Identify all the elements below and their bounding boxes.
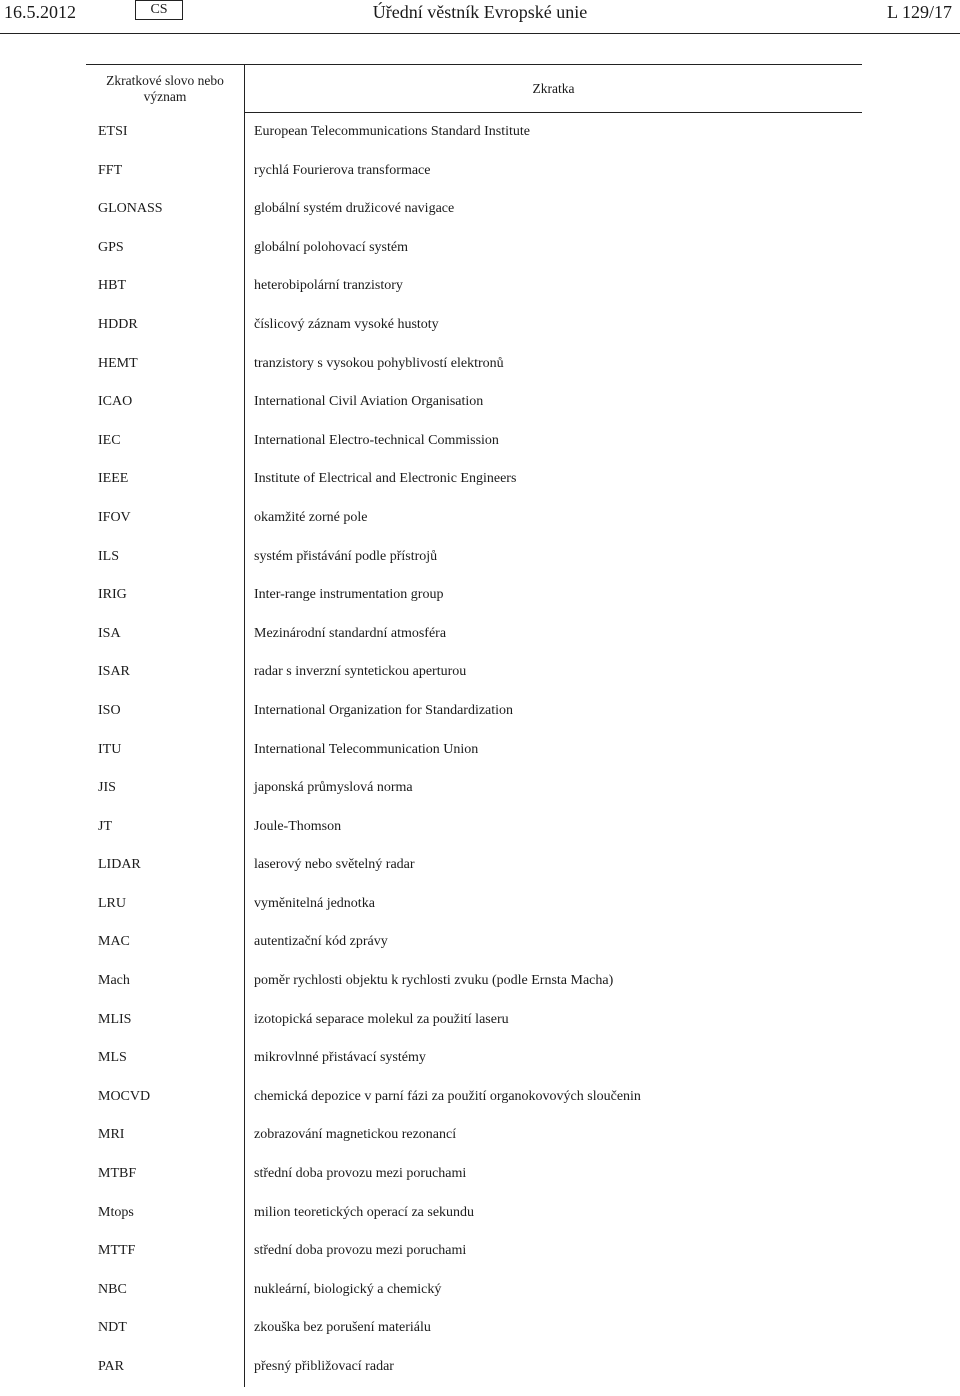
meaning-cell: systém přistávání podle přístrojů bbox=[254, 548, 438, 564]
abbreviation-cell: ISAR bbox=[98, 664, 130, 680]
meaning-cell: přesný přibližovací radar bbox=[254, 1359, 394, 1374]
table-row bbox=[86, 701, 862, 740]
abbreviation-cell: IFOV bbox=[98, 509, 131, 525]
column-header-abbreviation: Zkratkové slovo nebo význam bbox=[106, 73, 224, 104]
table-row bbox=[86, 855, 862, 894]
abbreviation-cell: Mach bbox=[98, 973, 130, 989]
abbreviation-cell: ETSI bbox=[98, 124, 128, 139]
abbreviation-cell: MTTF bbox=[98, 1243, 136, 1259]
table-row bbox=[86, 199, 862, 238]
table-row bbox=[86, 1357, 862, 1396]
abbreviation-cell: MAC bbox=[98, 934, 130, 950]
abbreviation-cell: IEEE bbox=[98, 471, 129, 487]
table-row bbox=[86, 1203, 862, 1242]
header-rule bbox=[245, 112, 862, 113]
abbreviation-cell: NDT bbox=[98, 1320, 127, 1336]
meaning-cell: Institute of Electrical and Electronic Engineers bbox=[254, 471, 517, 487]
journal-title: Úřední věstník Evropské unie bbox=[372, 2, 588, 22]
abbreviation-cell: HEMT bbox=[98, 355, 138, 371]
table-row bbox=[86, 431, 862, 470]
table-row bbox=[86, 315, 862, 354]
table-row bbox=[86, 971, 862, 1010]
abbreviation-cell: FFT bbox=[98, 162, 123, 178]
table-row bbox=[86, 508, 862, 547]
table-row bbox=[86, 1318, 862, 1357]
table-row bbox=[86, 469, 862, 508]
abbreviation-cell: NBC bbox=[98, 1281, 127, 1297]
table-row bbox=[86, 238, 862, 277]
table-row bbox=[86, 1010, 862, 1049]
table-body bbox=[86, 122, 862, 1396]
meaning-cell: radar s inverzní syntetickou aperturou bbox=[254, 664, 467, 680]
abbreviation-cell: HBT bbox=[98, 278, 126, 294]
publication-date: 16.5.2012 bbox=[4, 2, 76, 22]
abbreviation-cell: IRIG bbox=[98, 587, 127, 603]
abbreviation-cell: GPS bbox=[98, 239, 124, 255]
abbreviation-cell: ISA bbox=[98, 625, 121, 641]
meaning-cell: japonská průmyslová norma bbox=[254, 780, 413, 796]
meaning-cell: European Telecommunications Standard Institute bbox=[254, 124, 530, 139]
meaning-cell: mikrovlnné přistávací systémy bbox=[254, 1050, 426, 1066]
meaning-cell: izotopická separace molekul za použití laseru bbox=[254, 1011, 509, 1027]
meaning-cell: vyměnitelná jednotka bbox=[254, 895, 375, 911]
table-row bbox=[86, 894, 862, 933]
table-row bbox=[86, 1087, 862, 1126]
abbreviation-cell: ILS bbox=[98, 548, 119, 564]
abbreviation-cell: MLS bbox=[98, 1050, 127, 1066]
meaning-cell: okamžité zorné pole bbox=[254, 509, 368, 525]
meaning-cell: střední doba provozu mezi poruchami bbox=[254, 1243, 467, 1259]
meaning-cell: International Telecommunication Union bbox=[254, 741, 479, 757]
abbreviation-cell: MOCVD bbox=[98, 1088, 151, 1104]
table-row bbox=[86, 740, 862, 779]
table-row bbox=[86, 624, 862, 663]
abbreviation-cell: MTBF bbox=[98, 1166, 137, 1182]
table-row bbox=[86, 122, 862, 161]
table-row bbox=[86, 585, 862, 624]
meaning-cell: globální systém družicové navigace bbox=[254, 201, 455, 217]
meaning-cell: poměr rychlosti objektu k rychlosti zvuku (podle Ernsta Macha) bbox=[254, 973, 614, 989]
abbreviation-cell: MRI bbox=[98, 1127, 125, 1143]
abbreviation-cell: GLONASS bbox=[98, 201, 163, 217]
abbreviation-cell: JIS bbox=[98, 780, 116, 796]
meaning-cell: heterobipolární tranzistory bbox=[254, 278, 403, 294]
page-reference: L 129/17 bbox=[887, 2, 952, 22]
meaning-cell: rychlá Fourierova transformace bbox=[254, 162, 431, 178]
abbreviation-cell: Mtops bbox=[98, 1204, 134, 1220]
table-row bbox=[86, 1125, 862, 1164]
abbreviation-cell: LRU bbox=[98, 895, 126, 911]
meaning-cell: globální polohovací systém bbox=[254, 239, 408, 255]
table-row bbox=[86, 276, 862, 315]
table-row bbox=[86, 1164, 862, 1203]
abbreviation-cell: ITU bbox=[98, 741, 122, 757]
meaning-cell: chemická depozice v parní fázi za použití organokovových sloučenin bbox=[254, 1088, 641, 1104]
meaning-cell: Inter-range instrumentation group bbox=[254, 587, 444, 603]
meaning-cell: autentizační kód zprávy bbox=[254, 934, 388, 950]
abbreviations-table bbox=[86, 64, 862, 1387]
abbreviation-cell: ISO bbox=[98, 702, 121, 718]
abbreviation-cell: ICAO bbox=[98, 394, 133, 410]
meaning-cell: tranzistory s vysokou pohyblivostí elektronů bbox=[254, 355, 504, 371]
table-row bbox=[86, 1280, 862, 1319]
meaning-cell: nukleární, biologický a chemický bbox=[254, 1281, 442, 1297]
table-row bbox=[86, 662, 862, 701]
abbreviation-cell: JT bbox=[98, 818, 112, 834]
abbreviation-cell: PAR bbox=[98, 1359, 124, 1374]
abbreviation-cell: IEC bbox=[98, 432, 121, 448]
abbreviation-cell: MLIS bbox=[98, 1011, 132, 1027]
table-row bbox=[86, 354, 862, 393]
page-header bbox=[0, 0, 960, 34]
meaning-cell: laserový nebo světelný radar bbox=[254, 857, 415, 873]
language-badge: CS bbox=[135, 0, 183, 20]
meaning-cell: zkouška bez porušení materiálu bbox=[254, 1320, 431, 1336]
meaning-cell: International Electro-technical Commission bbox=[254, 432, 499, 448]
table-row bbox=[86, 161, 862, 200]
table-row bbox=[86, 932, 862, 971]
meaning-cell: International Organization for Standardization bbox=[254, 702, 514, 718]
table-row bbox=[86, 778, 862, 817]
meaning-cell: zobrazování magnetickou rezonancí bbox=[254, 1127, 457, 1143]
meaning-cell: číslicový záznam vysoké hustoty bbox=[254, 316, 439, 332]
table-row bbox=[86, 817, 862, 856]
abbreviation-cell: LIDAR bbox=[98, 857, 141, 873]
table-row bbox=[86, 547, 862, 586]
column-header-meaning: Zkratka bbox=[532, 81, 575, 96]
meaning-cell: milion teoretických operací za sekundu bbox=[254, 1204, 475, 1220]
table-row bbox=[86, 392, 862, 431]
table-row bbox=[86, 1048, 862, 1087]
meaning-cell: Mezinárodní standardní atmosféra bbox=[254, 625, 447, 641]
table-row bbox=[86, 1241, 862, 1280]
abbreviation-cell: HDDR bbox=[98, 316, 138, 332]
meaning-cell: Joule-Thomson bbox=[254, 818, 342, 834]
meaning-cell: střední doba provozu mezi poruchami bbox=[254, 1166, 467, 1182]
meaning-cell: International Civil Aviation Organisation bbox=[254, 394, 484, 410]
